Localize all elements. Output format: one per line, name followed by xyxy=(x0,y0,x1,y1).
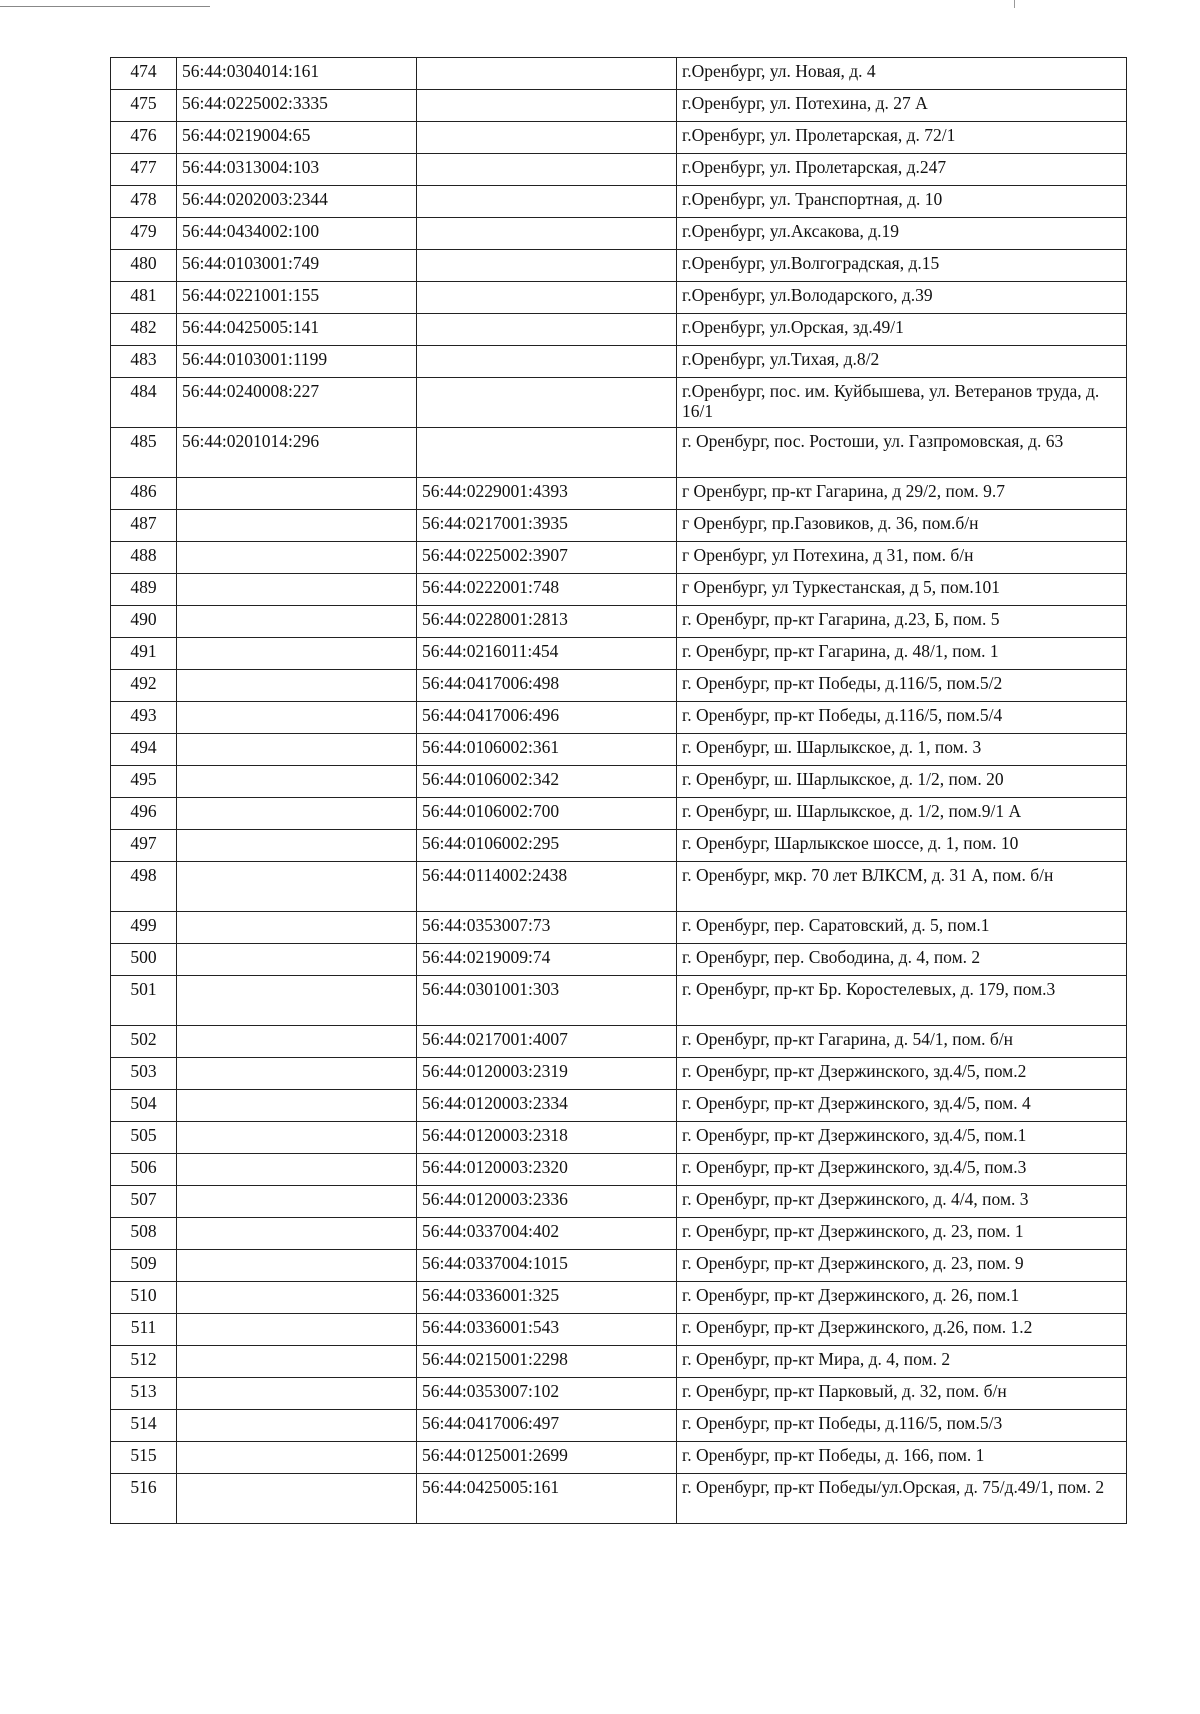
cadastral-number-premises: 56:44:0120003:2318 xyxy=(417,1122,677,1154)
table-row xyxy=(111,346,1127,378)
cadastral-number-premises: 56:44:0125001:2699 xyxy=(417,1442,677,1474)
table-row xyxy=(111,1090,1127,1122)
address-cell: г. Оренбург, пр-кт Победы, д. 166, пом. 1 xyxy=(677,1442,1127,1474)
cadastral-number-premises: 56:44:0417006:496 xyxy=(417,702,677,734)
row-number: 492 xyxy=(111,670,177,702)
row-number: 507 xyxy=(111,1186,177,1218)
row-number: 477 xyxy=(111,154,177,186)
row-number: 496 xyxy=(111,798,177,830)
cadastral-number-premises xyxy=(417,186,677,218)
cadastral-number-land xyxy=(177,912,417,944)
cadastral-number-premises: 56:44:0337004:402 xyxy=(417,1218,677,1250)
table-row xyxy=(111,1474,1127,1524)
row-number: 478 xyxy=(111,186,177,218)
cadastral-number-premises xyxy=(417,428,677,478)
address-cell: г. Оренбург, пр-кт Победы, д.116/5, пом.5/4 xyxy=(677,702,1127,734)
cadastral-number-land: 56:44:0103001:749 xyxy=(177,250,417,282)
cadastral-number-premises xyxy=(417,282,677,314)
cadastral-number-premises: 56:44:0337004:1015 xyxy=(417,1250,677,1282)
row-number: 475 xyxy=(111,90,177,122)
row-number: 501 xyxy=(111,976,177,1026)
address-cell: г. Оренбург, пр-кт Гагарина, д. 54/1, пом. б/н xyxy=(677,1026,1127,1058)
row-number: 500 xyxy=(111,944,177,976)
row-number: 504 xyxy=(111,1090,177,1122)
cadastral-number-premises: 56:44:0353007:73 xyxy=(417,912,677,944)
table-row xyxy=(111,1346,1127,1378)
registry-table-body xyxy=(111,58,1127,1524)
address-cell: г Оренбург, ул Потехина, д 31, пом. б/н xyxy=(677,542,1127,574)
cadastral-number-land: 56:44:0103001:1199 xyxy=(177,346,417,378)
cadastral-number-premises: 56:44:0120003:2320 xyxy=(417,1154,677,1186)
address-cell: г. Оренбург, пр-кт Дзержинского, д.26, пом. 1.2 xyxy=(677,1314,1127,1346)
address-cell: г. Оренбург, пр-кт Дзержинского, зд.4/5, пом.2 xyxy=(677,1058,1127,1090)
table-row xyxy=(111,976,1127,1026)
cadastral-number-premises: 56:44:0114002:2438 xyxy=(417,862,677,912)
cadastral-number-land: 56:44:0201014:296 xyxy=(177,428,417,478)
table-row xyxy=(111,862,1127,912)
address-cell: г.Оренбург, ул.Орская, зд.49/1 xyxy=(677,314,1127,346)
row-number: 509 xyxy=(111,1250,177,1282)
scan-artifact-top xyxy=(0,0,210,7)
address-cell: г. Оренбург, пр-кт Дзержинского, зд.4/5, пом. 4 xyxy=(677,1090,1127,1122)
table-row xyxy=(111,1026,1127,1058)
cadastral-number-land xyxy=(177,766,417,798)
row-number: 514 xyxy=(111,1410,177,1442)
address-cell: г. Оренбург, пр-кт Победы/ул.Орская, д. 75/д.49/1, пом. 2 xyxy=(677,1474,1127,1524)
row-number: 510 xyxy=(111,1282,177,1314)
table-row xyxy=(111,944,1127,976)
cadastral-number-land xyxy=(177,734,417,766)
cadastral-number-premises: 56:44:0225002:3907 xyxy=(417,542,677,574)
table-row xyxy=(111,58,1127,90)
table-row xyxy=(111,90,1127,122)
cadastral-number-premises: 56:44:0216011:454 xyxy=(417,638,677,670)
row-number: 497 xyxy=(111,830,177,862)
cadastral-number-land xyxy=(177,1378,417,1410)
cadastral-number-land xyxy=(177,1218,417,1250)
cadastral-number-premises: 56:44:0120003:2336 xyxy=(417,1186,677,1218)
row-number: 495 xyxy=(111,766,177,798)
address-cell: г. Оренбург, пр-кт Дзержинского, д. 23, пом. 1 xyxy=(677,1218,1127,1250)
cadastral-number-premises: 56:44:0425005:161 xyxy=(417,1474,677,1524)
cadastral-number-premises xyxy=(417,314,677,346)
row-number: 490 xyxy=(111,606,177,638)
cadastral-number-premises: 56:44:0106002:700 xyxy=(417,798,677,830)
table-row xyxy=(111,1378,1127,1410)
row-number: 516 xyxy=(111,1474,177,1524)
cadastral-number-land xyxy=(177,1346,417,1378)
cadastral-number-premises xyxy=(417,122,677,154)
address-cell: г. Оренбург, ш. Шарлыкское, д. 1, пом. 3 xyxy=(677,734,1127,766)
cadastral-number-land xyxy=(177,1250,417,1282)
row-number: 493 xyxy=(111,702,177,734)
address-cell: г.Оренбург, ул. Потехина, д. 27 А xyxy=(677,90,1127,122)
cadastral-number-premises: 56:44:0120003:2319 xyxy=(417,1058,677,1090)
cadastral-number-premises: 56:44:0106002:342 xyxy=(417,766,677,798)
cadastral-number-premises: 56:44:0301001:303 xyxy=(417,976,677,1026)
cadastral-number-premises xyxy=(417,378,677,428)
table-row xyxy=(111,1410,1127,1442)
scan-artifact-right xyxy=(1014,0,1015,8)
address-cell: г. Оренбург, ш. Шарлыкское, д. 1/2, пом. 20 xyxy=(677,766,1127,798)
table-row xyxy=(111,1250,1127,1282)
row-number: 481 xyxy=(111,282,177,314)
cadastral-number-premises: 56:44:0222001:748 xyxy=(417,574,677,606)
address-cell: г. Оренбург, пер. Саратовский, д. 5, пом.1 xyxy=(677,912,1127,944)
row-number: 480 xyxy=(111,250,177,282)
address-cell: г. Оренбург, пр-кт Дзержинского, зд.4/5, пом.3 xyxy=(677,1154,1127,1186)
row-number: 479 xyxy=(111,218,177,250)
cadastral-number-land xyxy=(177,638,417,670)
address-cell: г.Оренбург, пос. им. Куйбышева, ул. Ветеранов труда, д. 16/1 xyxy=(677,378,1127,428)
table-row xyxy=(111,1122,1127,1154)
cadastral-number-land xyxy=(177,1122,417,1154)
cadastral-number-land: 56:44:0221001:155 xyxy=(177,282,417,314)
registry-table xyxy=(110,57,1127,1524)
table-row xyxy=(111,1218,1127,1250)
row-number: 491 xyxy=(111,638,177,670)
cadastral-number-premises: 56:44:0219009:74 xyxy=(417,944,677,976)
row-number: 489 xyxy=(111,574,177,606)
cadastral-number-land xyxy=(177,944,417,976)
cadastral-number-land xyxy=(177,1058,417,1090)
address-cell: г. Оренбург, ш. Шарлыкское, д. 1/2, пом.9/1 А xyxy=(677,798,1127,830)
cadastral-number-premises xyxy=(417,346,677,378)
table-row xyxy=(111,638,1127,670)
table-row xyxy=(111,218,1127,250)
cadastral-number-land xyxy=(177,574,417,606)
cadastral-number-premises: 56:44:0106002:295 xyxy=(417,830,677,862)
cadastral-number-land xyxy=(177,1474,417,1524)
cadastral-number-land xyxy=(177,702,417,734)
table-row xyxy=(111,766,1127,798)
address-cell: г.Оренбург, ул. Транспортная, д. 10 xyxy=(677,186,1127,218)
cadastral-number-land xyxy=(177,1090,417,1122)
cadastral-number-land xyxy=(177,478,417,510)
row-number: 488 xyxy=(111,542,177,574)
cadastral-number-premises: 56:44:0217001:3935 xyxy=(417,510,677,542)
address-cell: г.Оренбург, ул.Аксакова, д.19 xyxy=(677,218,1127,250)
table-row xyxy=(111,1442,1127,1474)
row-number: 483 xyxy=(111,346,177,378)
row-number: 487 xyxy=(111,510,177,542)
row-number: 484 xyxy=(111,378,177,428)
cadastral-number-land: 56:44:0202003:2344 xyxy=(177,186,417,218)
cadastral-number-land: 56:44:0225002:3335 xyxy=(177,90,417,122)
row-number: 513 xyxy=(111,1378,177,1410)
table-row xyxy=(111,1186,1127,1218)
row-number: 505 xyxy=(111,1122,177,1154)
address-cell: г. Оренбург, пр-кт Мира, д. 4, пом. 2 xyxy=(677,1346,1127,1378)
cadastral-number-land xyxy=(177,1442,417,1474)
row-number: 482 xyxy=(111,314,177,346)
cadastral-number-premises: 56:44:0417006:498 xyxy=(417,670,677,702)
address-cell: г.Оренбург, ул. Пролетарская, д.247 xyxy=(677,154,1127,186)
cadastral-number-land: 56:44:0304014:161 xyxy=(177,58,417,90)
address-cell: г. Оренбург, пр-кт Победы, д.116/5, пом.5/3 xyxy=(677,1410,1127,1442)
row-number: 498 xyxy=(111,862,177,912)
cadastral-number-land xyxy=(177,1410,417,1442)
cadastral-number-premises xyxy=(417,154,677,186)
cadastral-number-premises: 56:44:0353007:102 xyxy=(417,1378,677,1410)
cadastral-number-land xyxy=(177,670,417,702)
cadastral-number-premises xyxy=(417,218,677,250)
cadastral-number-land xyxy=(177,1186,417,1218)
row-number: 515 xyxy=(111,1442,177,1474)
address-cell: г. Оренбург, пр-кт Дзержинского, д. 23, пом. 9 xyxy=(677,1250,1127,1282)
table-row xyxy=(111,282,1127,314)
table-row xyxy=(111,428,1127,478)
address-cell: г.Оренбург, ул.Володарского, д.39 xyxy=(677,282,1127,314)
cadastral-number-premises: 56:44:0336001:543 xyxy=(417,1314,677,1346)
address-cell: г. Оренбург, пр-кт Дзержинского, зд.4/5, пом.1 xyxy=(677,1122,1127,1154)
row-number: 485 xyxy=(111,428,177,478)
cadastral-number-premises: 56:44:0217001:4007 xyxy=(417,1026,677,1058)
table-row xyxy=(111,1154,1127,1186)
cadastral-number-premises: 56:44:0228001:2813 xyxy=(417,606,677,638)
row-number: 476 xyxy=(111,122,177,154)
row-number: 508 xyxy=(111,1218,177,1250)
table-row xyxy=(111,510,1127,542)
cadastral-number-premises xyxy=(417,58,677,90)
address-cell: г. Оренбург, пр-кт Парковый, д. 32, пом. б/н xyxy=(677,1378,1127,1410)
address-cell: г. Оренбург, Шарлыкское шоссе, д. 1, пом. 10 xyxy=(677,830,1127,862)
table-row xyxy=(111,1058,1127,1090)
cadastral-number-premises: 56:44:0120003:2334 xyxy=(417,1090,677,1122)
address-cell: г Оренбург, ул Туркестанская, д 5, пом.101 xyxy=(677,574,1127,606)
cadastral-number-land xyxy=(177,1282,417,1314)
row-number: 502 xyxy=(111,1026,177,1058)
cadastral-number-land xyxy=(177,510,417,542)
cadastral-number-premises xyxy=(417,90,677,122)
row-number: 499 xyxy=(111,912,177,944)
row-number: 512 xyxy=(111,1346,177,1378)
table-row xyxy=(111,186,1127,218)
cadastral-number-land xyxy=(177,862,417,912)
address-cell: г.Оренбург, ул. Пролетарская, д. 72/1 xyxy=(677,122,1127,154)
row-number: 486 xyxy=(111,478,177,510)
cadastral-number-premises: 56:44:0215001:2298 xyxy=(417,1346,677,1378)
address-cell: г. Оренбург, пр-кт Дзержинского, д. 4/4, пом. 3 xyxy=(677,1186,1127,1218)
row-number: 511 xyxy=(111,1314,177,1346)
cadastral-number-land xyxy=(177,976,417,1026)
cadastral-number-land xyxy=(177,1154,417,1186)
cadastral-number-land: 56:44:0313004:103 xyxy=(177,154,417,186)
table-row xyxy=(111,314,1127,346)
address-cell: г. Оренбург, пос. Ростоши, ул. Газпромовская, д. 63 xyxy=(677,428,1127,478)
address-cell: г. Оренбург, пр-кт Дзержинского, д. 26, пом.1 xyxy=(677,1282,1127,1314)
cadastral-number-premises: 56:44:0229001:4393 xyxy=(417,478,677,510)
address-cell: г. Оренбург, пр-кт Гагарина, д. 48/1, пом. 1 xyxy=(677,638,1127,670)
address-cell: г. Оренбург, пер. Свободина, д. 4, пом. 2 xyxy=(677,944,1127,976)
cadastral-number-land xyxy=(177,542,417,574)
table-row xyxy=(111,734,1127,766)
cadastral-number-land: 56:44:0425005:141 xyxy=(177,314,417,346)
cadastral-number-premises: 56:44:0417006:497 xyxy=(417,1410,677,1442)
row-number: 506 xyxy=(111,1154,177,1186)
table-row xyxy=(111,702,1127,734)
cadastral-number-land: 56:44:0240008:227 xyxy=(177,378,417,428)
cadastral-number-land xyxy=(177,606,417,638)
address-cell: г Оренбург, пр-кт Гагарина, д 29/2, пом. 9.7 xyxy=(677,478,1127,510)
table-row xyxy=(111,154,1127,186)
cadastral-number-premises: 56:44:0106002:361 xyxy=(417,734,677,766)
address-cell: г. Оренбург, пр-кт Гагарина, д.23, Б, пом. 5 xyxy=(677,606,1127,638)
table-row xyxy=(111,122,1127,154)
table-row xyxy=(111,912,1127,944)
cadastral-number-land xyxy=(177,1314,417,1346)
row-number: 474 xyxy=(111,58,177,90)
cadastral-number-land xyxy=(177,1026,417,1058)
table-row xyxy=(111,250,1127,282)
row-number: 494 xyxy=(111,734,177,766)
address-cell: г.Оренбург, ул.Тихая, д.8/2 xyxy=(677,346,1127,378)
address-cell: г. Оренбург, пр-кт Победы, д.116/5, пом.5/2 xyxy=(677,670,1127,702)
cadastral-number-land: 56:44:0219004:65 xyxy=(177,122,417,154)
table-row xyxy=(111,378,1127,428)
cadastral-number-land: 56:44:0434002:100 xyxy=(177,218,417,250)
table-row xyxy=(111,574,1127,606)
table-row xyxy=(111,1314,1127,1346)
address-cell: г Оренбург, пр.Газовиков, д. 36, пом.б/н xyxy=(677,510,1127,542)
table-row xyxy=(111,606,1127,638)
table-row xyxy=(111,830,1127,862)
cadastral-number-premises xyxy=(417,250,677,282)
address-cell: г.Оренбург, ул.Волгоградская, д.15 xyxy=(677,250,1127,282)
table-row xyxy=(111,478,1127,510)
cadastral-number-land xyxy=(177,798,417,830)
cadastral-number-land xyxy=(177,830,417,862)
address-cell: г.Оренбург, ул. Новая, д. 4 xyxy=(677,58,1127,90)
table-row xyxy=(111,798,1127,830)
address-cell: г. Оренбург, мкр. 70 лет ВЛКСМ, д. 31 А, пом. б/н xyxy=(677,862,1127,912)
table-row xyxy=(111,1282,1127,1314)
table-row xyxy=(111,670,1127,702)
address-cell: г. Оренбург, пр-кт Бр. Коростелевых, д. 179, пом.3 xyxy=(677,976,1127,1026)
table-row xyxy=(111,542,1127,574)
row-number: 503 xyxy=(111,1058,177,1090)
cadastral-number-premises: 56:44:0336001:325 xyxy=(417,1282,677,1314)
